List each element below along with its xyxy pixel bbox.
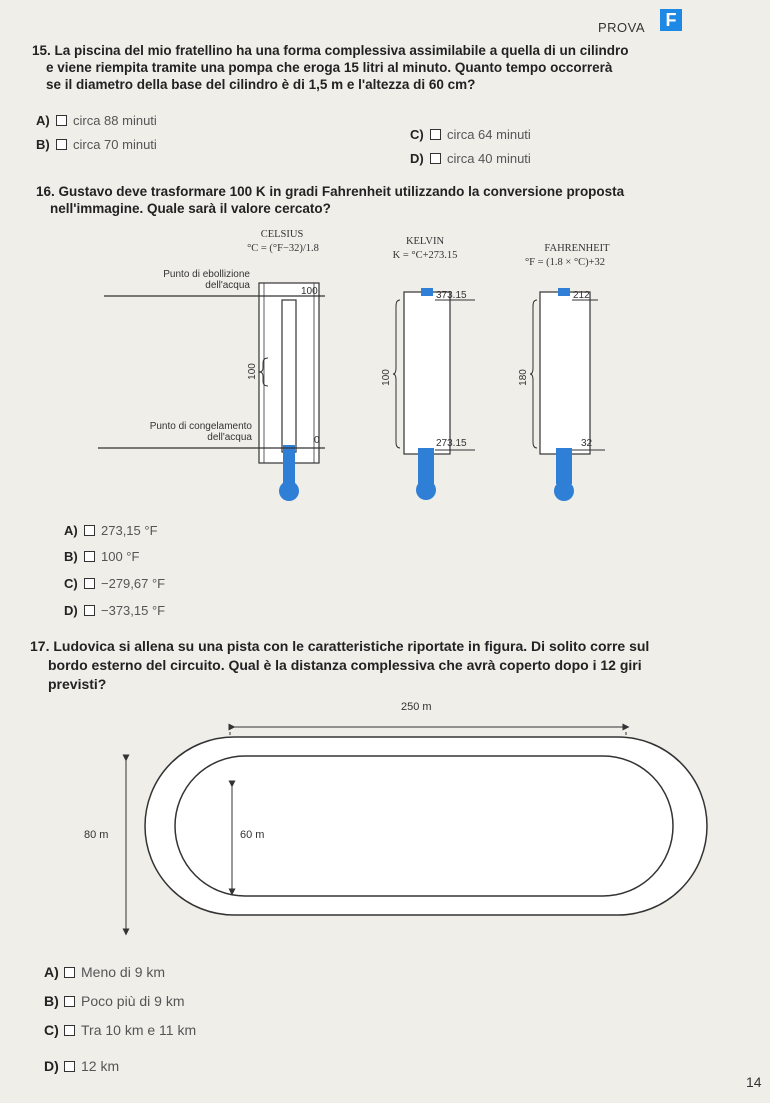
checkbox[interactable] xyxy=(84,525,95,536)
test-label: PROVA xyxy=(598,20,646,35)
track-diagram xyxy=(0,680,770,940)
q17-option-c[interactable] xyxy=(44,1022,196,1038)
q17-number: 17. xyxy=(30,638,50,654)
option-letter: D) xyxy=(410,151,424,166)
celsius-bulb xyxy=(279,481,299,501)
option-label: circa 40 minuti xyxy=(447,151,531,166)
option-letter: B) xyxy=(64,549,78,564)
option-label: circa 64 minuti xyxy=(447,127,531,142)
kelvin-span: 100 xyxy=(380,369,392,386)
q17-line-2: bordo esterno del circuito. Qual è la distanza complessiva che avrà coperto dopo i 12 giri xyxy=(48,657,642,673)
outer-width-label: 80 m xyxy=(84,829,109,841)
option-letter: D) xyxy=(44,1058,59,1074)
checkbox[interactable] xyxy=(84,605,95,616)
q17-option-b[interactable] xyxy=(44,993,185,1009)
inner-width-label: 60 m xyxy=(240,829,265,841)
track-length-label: 250 m xyxy=(401,701,432,713)
option-label: 12 km xyxy=(81,1058,120,1074)
q15-line-3: se il diametro della base del cilindro è di 1,5 m e l'altezza di 60 cm? xyxy=(46,77,476,92)
option-label: Tra 10 km e 11 km xyxy=(81,1022,197,1038)
option-label: Meno di 9 km xyxy=(81,964,166,980)
page-number: 14 xyxy=(746,1074,762,1090)
fahrenheit-tube xyxy=(540,292,593,454)
q15-line-2: e viene riempita tramite una pompa che eroga 15 litri al minuto. Quanto tempo occorrerà xyxy=(46,60,613,75)
option-letter: A) xyxy=(64,523,78,538)
option-label: −373,15 °F xyxy=(101,603,166,618)
fahrenheit-span: 180 xyxy=(517,369,529,386)
kelvin-tube xyxy=(404,292,450,454)
kelvin-mercury xyxy=(418,448,434,484)
option-letter: D) xyxy=(64,603,78,618)
fahrenheit-bulb xyxy=(554,481,574,501)
fahrenheit-mercury xyxy=(556,448,572,484)
freezing-line-2: dell'acqua xyxy=(207,432,252,443)
option-letter: A) xyxy=(36,113,50,128)
q16-option-b[interactable] xyxy=(64,549,139,564)
freezing-point-label xyxy=(96,421,252,443)
option-letter: C) xyxy=(64,576,78,591)
option-label: circa 70 minuti xyxy=(73,137,157,152)
celsius-thermometer xyxy=(98,283,325,501)
q16-line-2: nell'immagine. Quale sarà il valore cercato? xyxy=(50,201,331,216)
option-letter: C) xyxy=(44,1022,59,1038)
celsius-title: CELSIUS xyxy=(260,229,304,240)
boiling-line-2: dell'acqua xyxy=(205,280,250,291)
boiling-line-1: Punto di ebollizione xyxy=(163,269,250,280)
option-label: −279,67 °F xyxy=(101,576,166,591)
checkbox[interactable] xyxy=(84,551,95,562)
checkbox[interactable] xyxy=(84,578,95,589)
option-label: circa 88 minuti xyxy=(73,113,157,128)
q16-option-a[interactable] xyxy=(64,523,158,538)
q17-line-1: Ludovica si allena su una pista con le caratteristiche riportate in figura. Di solito corre sul xyxy=(53,638,650,654)
kelvin-bulb xyxy=(416,480,436,500)
kelvin-thermometer xyxy=(393,288,475,500)
option-letter: A) xyxy=(44,964,59,980)
checkbox[interactable] xyxy=(64,967,75,978)
celsius-mercury xyxy=(283,445,295,487)
boiling-point-label xyxy=(120,269,250,291)
fahrenheit-top-value: 212 xyxy=(573,290,590,301)
checkbox[interactable] xyxy=(64,1025,75,1036)
option-letter: B) xyxy=(36,137,50,152)
kelvin-title: KELVIN xyxy=(405,236,445,247)
test-badge: F xyxy=(660,9,682,31)
q15-number: 15. xyxy=(32,43,51,58)
q17-option-d[interactable] xyxy=(44,1058,119,1074)
checkbox[interactable] xyxy=(64,1061,75,1072)
fahrenheit-formula: °F = (1.8 × °C)+32 xyxy=(524,257,606,268)
celsius-formula: °C = (°F−32)/1.8 xyxy=(247,243,319,254)
option-label: 100 °F xyxy=(101,549,140,564)
celsius-tube xyxy=(259,283,319,463)
kelvin-formula: K = °C+273.15 xyxy=(392,250,458,261)
fahrenheit-bottom-value: 32 xyxy=(581,438,593,449)
freezing-line-1: Punto di congelamento xyxy=(149,421,252,432)
q16-number: 16. xyxy=(36,184,55,199)
option-letter: C) xyxy=(410,127,424,142)
inner-track xyxy=(175,756,673,896)
celsius-top-value: 100 xyxy=(301,286,318,297)
kelvin-bottom-value: 273.15 xyxy=(436,438,467,449)
option-label: 273,15 °F xyxy=(101,523,158,538)
kelvin-top-value: 373.15 xyxy=(436,290,467,301)
q17-option-a[interactable] xyxy=(44,964,165,980)
fahrenheit-title: FAHRENHEIT xyxy=(544,243,610,254)
checkbox[interactable] xyxy=(64,996,75,1007)
q15-line-1: La piscina del mio fratellino ha una forma complessiva assimilabile a quella di un cilindro xyxy=(54,43,629,58)
q16-line-1: Gustavo deve trasformare 100 K in gradi Fahrenheit utilizzando la conversione proposta xyxy=(58,184,625,199)
q16-option-c[interactable] xyxy=(64,576,165,591)
celsius-bottom-value: 0 xyxy=(314,435,320,446)
q16-option-d[interactable] xyxy=(64,603,165,618)
celsius-span: 100 xyxy=(246,363,258,380)
option-label: Poco più di 9 km xyxy=(81,993,185,1009)
option-letter: B) xyxy=(44,993,59,1009)
q17-line-3: previsti? xyxy=(48,676,107,692)
fahrenheit-thermometer xyxy=(530,288,605,501)
